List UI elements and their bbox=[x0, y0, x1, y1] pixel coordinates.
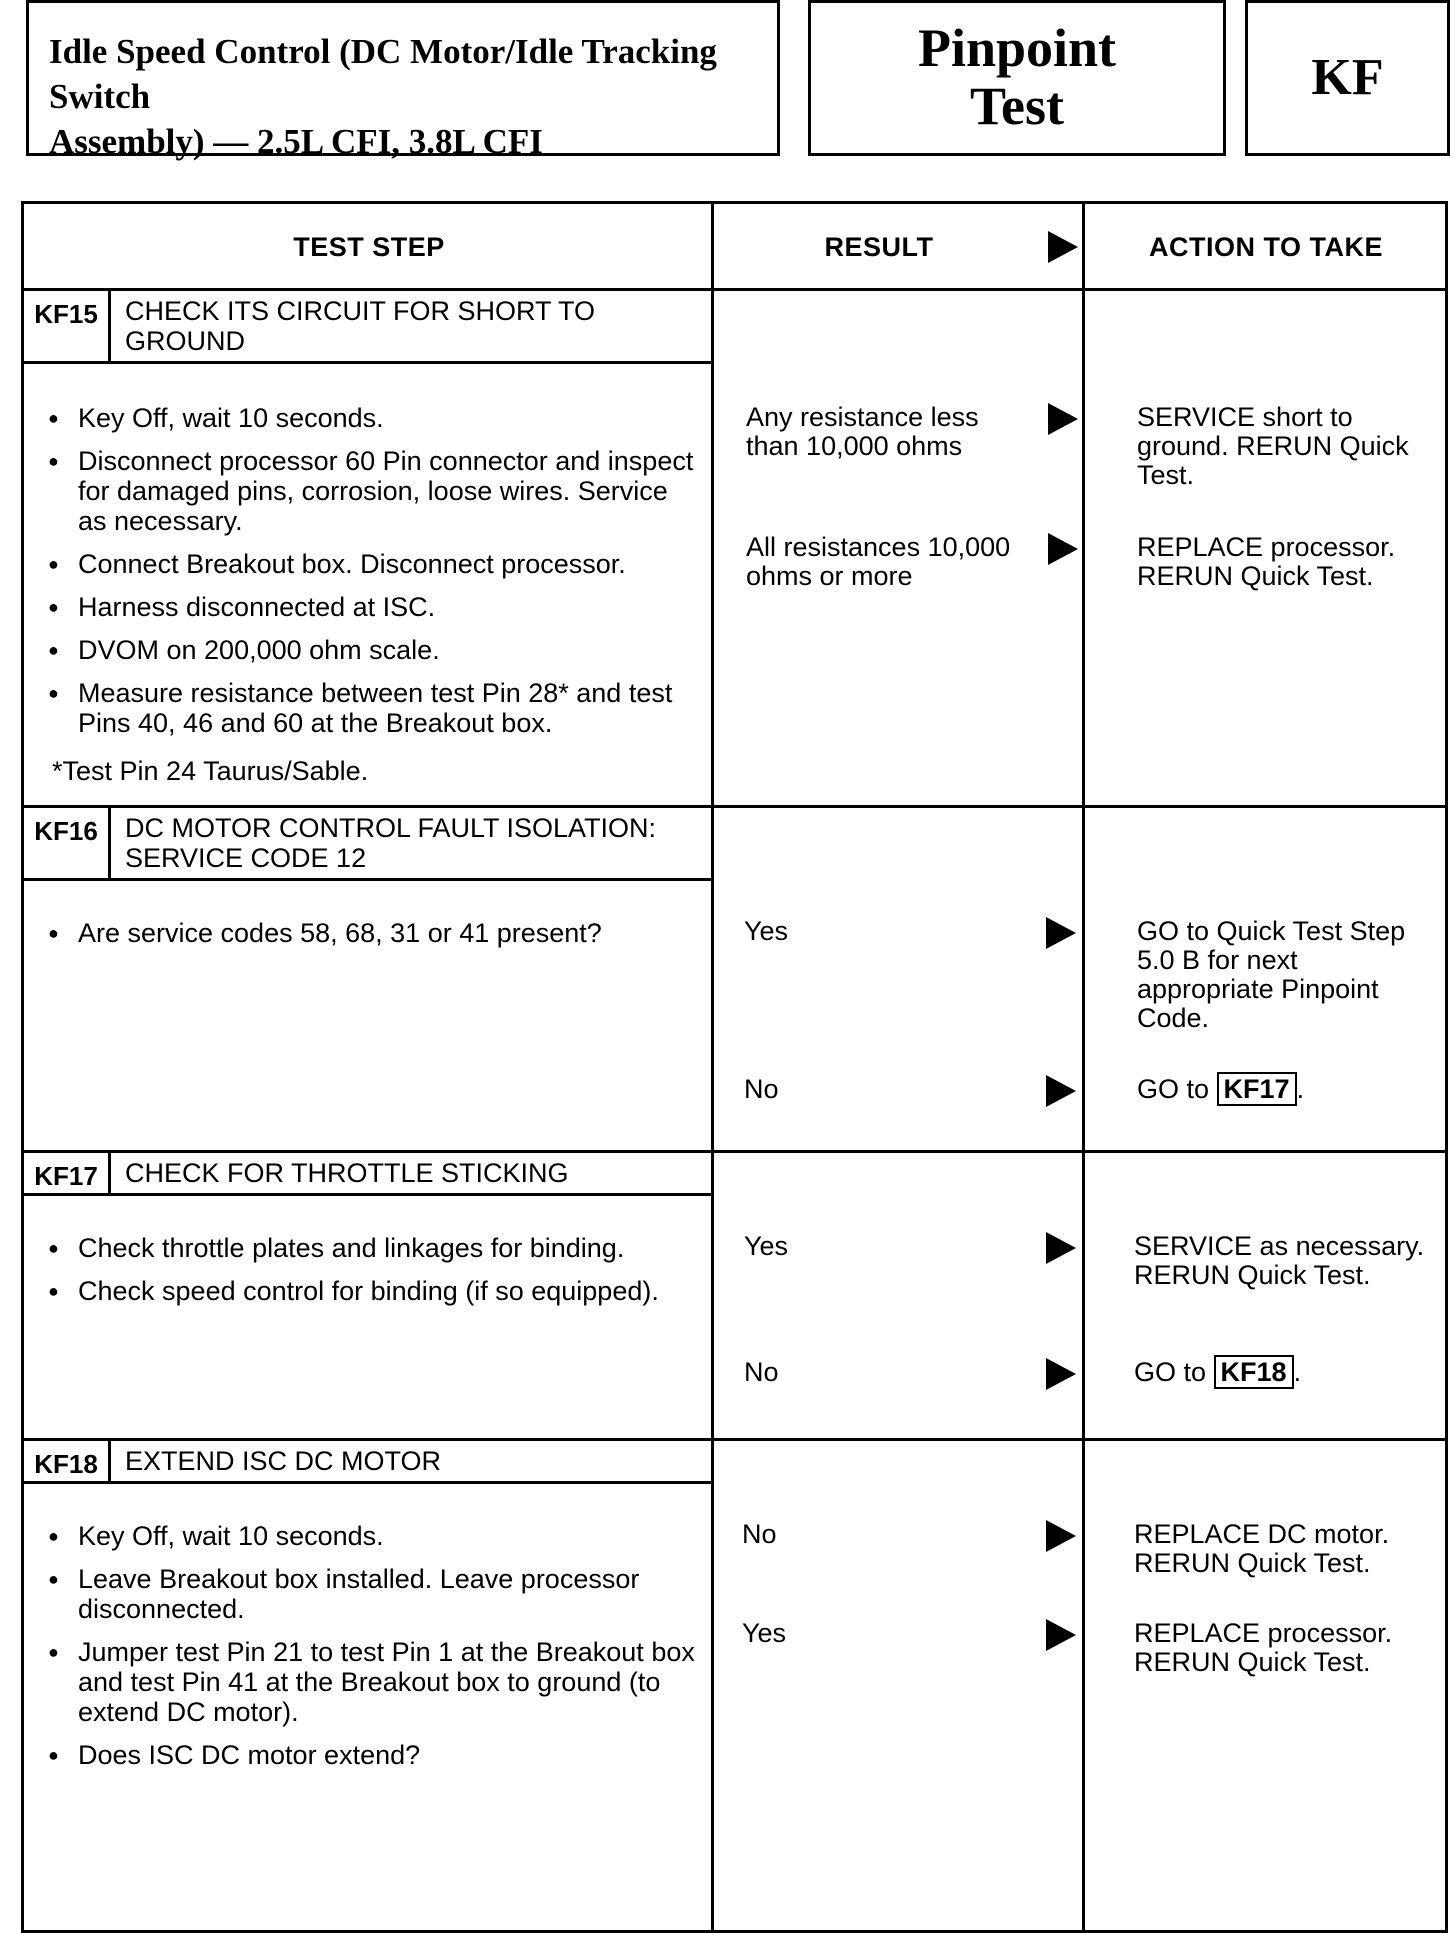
step-title: CHECK ITS CIRCUIT FOR SHORT TO GROUND bbox=[125, 296, 596, 356]
result-text: All resistances 10,000 ohms or more bbox=[746, 532, 1011, 591]
result-arrow-icon bbox=[1046, 1232, 1076, 1264]
action-text: REPLACE processor. RERUN Quick Test. bbox=[1137, 532, 1396, 591]
result-text: No bbox=[742, 1519, 777, 1549]
step-instructions bbox=[48, 403, 698, 751]
pinpoint-label-line2: Test bbox=[969, 76, 1065, 136]
action-prefix: GO to bbox=[1137, 1074, 1210, 1104]
procedure-title-line2: Assembly) — 2.5L CFI, 3.8L CFI bbox=[49, 122, 543, 161]
result-arrow-icon bbox=[1046, 917, 1076, 949]
instruction-item: ● Harness disconnected at ISC. bbox=[48, 592, 698, 622]
instruction-item: ● Connect Breakout box. Disconnect processor. bbox=[48, 549, 698, 579]
instruction-item: ● Are service codes 58, 68, 31 or 41 present? bbox=[48, 918, 698, 948]
result-text: Yes bbox=[742, 1618, 787, 1648]
result-arrow-icon bbox=[1046, 1075, 1076, 1107]
step-header bbox=[24, 291, 714, 364]
instruction-item: ● Check speed control for binding (if so equipped). bbox=[48, 1276, 698, 1306]
instruction-item: ● Key Off, wait 10 seconds. bbox=[48, 1521, 698, 1551]
instruction-item: ● Disconnect processor 60 Pin connector and inspect for damaged pins, corrosion, loose wires. Service as necessary. bbox=[48, 446, 698, 536]
result-arrow-icon bbox=[1048, 231, 1078, 263]
step-title: DC MOTOR CONTROL FAULT ISOLATION: SERVICE CODE 12 bbox=[125, 813, 657, 873]
footnote: *Test Pin 24 Taurus/Sable. bbox=[52, 756, 369, 786]
instruction-item: ● Key Off, wait 10 seconds. bbox=[48, 403, 698, 433]
step-header bbox=[24, 1441, 714, 1484]
action-prefix: GO to bbox=[1134, 1357, 1207, 1387]
action-suffix: . bbox=[1296, 1074, 1305, 1104]
result-arrow-icon bbox=[1046, 1619, 1076, 1651]
step-title: EXTEND ISC DC MOTOR bbox=[125, 1446, 442, 1476]
step-instructions bbox=[48, 918, 698, 961]
step-reference-link[interactable]: KF18 bbox=[1214, 1355, 1294, 1389]
result-arrow-icon bbox=[1048, 533, 1078, 565]
result-text: Any resistance less than 10,000 ohms bbox=[746, 402, 979, 461]
result-text: No bbox=[744, 1357, 779, 1387]
instruction-item: ● Leave Breakout box installed. Leave processor disconnected. bbox=[48, 1564, 698, 1624]
pinpoint-code-box bbox=[1245, 0, 1450, 156]
step-instructions bbox=[48, 1233, 698, 1319]
action-text: GO to Quick Test Step 5.0 B for next appropriate Pinpoint Code. bbox=[1137, 916, 1406, 1033]
column-header-test-step: TEST STEP bbox=[293, 232, 445, 262]
action-text: REPLACE processor. RERUN Quick Test. bbox=[1134, 1618, 1393, 1677]
step-kf17 bbox=[24, 1153, 714, 1438]
result-arrow-icon bbox=[1046, 1358, 1076, 1390]
result-arrow-icon bbox=[1048, 403, 1078, 435]
action-text bbox=[1134, 1358, 1434, 1387]
result-text: Yes bbox=[744, 916, 789, 946]
action-suffix: . bbox=[1293, 1357, 1302, 1387]
step-title: CHECK FOR THROTTLE STICKING bbox=[125, 1158, 569, 1188]
result-arrow-icon bbox=[1046, 1520, 1076, 1552]
action-text bbox=[1137, 1075, 1437, 1104]
step-kf18 bbox=[24, 1441, 714, 1931]
step-id: KF16 bbox=[24, 808, 111, 878]
step-id: KF15 bbox=[24, 291, 111, 361]
step-kf15 bbox=[24, 291, 714, 805]
result-text: Yes bbox=[744, 1231, 789, 1261]
step-reference-link[interactable]: KF17 bbox=[1217, 1072, 1297, 1106]
pinpoint-test-box bbox=[808, 0, 1226, 156]
step-instructions bbox=[48, 1521, 698, 1783]
column-divider-action bbox=[1082, 204, 1085, 1930]
pinpoint-test-table bbox=[21, 201, 1448, 1933]
step-id: KF17 bbox=[24, 1153, 111, 1193]
pinpoint-label-line1: Pinpoint bbox=[917, 18, 1117, 78]
step-id: KF18 bbox=[24, 1441, 111, 1481]
column-header-result: RESULT bbox=[824, 232, 934, 262]
action-text: REPLACE DC motor. RERUN Quick Test. bbox=[1134, 1519, 1390, 1578]
pinpoint-code: KF bbox=[1311, 49, 1384, 106]
step-kf16 bbox=[24, 808, 714, 1150]
procedure-title-line1: Idle Speed Control (DC Motor/Idle Tracking Switch bbox=[49, 32, 717, 116]
step-header bbox=[24, 1153, 714, 1196]
action-text: SERVICE as necessary. RERUN Quick Test. bbox=[1134, 1231, 1425, 1290]
result-text: No bbox=[744, 1074, 779, 1104]
procedure-title-box bbox=[26, 0, 780, 161]
action-text: SERVICE short to ground. RERUN Quick Test. bbox=[1137, 402, 1409, 490]
instruction-item: ● Check throttle plates and linkages for binding. bbox=[48, 1233, 698, 1263]
step-header bbox=[24, 808, 714, 881]
instruction-item: ● Measure resistance between test Pin 28* and test Pins 40, 46 and 60 at the Breakout box. bbox=[48, 678, 698, 738]
instruction-item: ● DVOM on 200,000 ohm scale. bbox=[48, 635, 698, 665]
column-header-action: ACTION TO TAKE bbox=[1149, 232, 1383, 262]
instruction-item: ● Does ISC DC motor extend? bbox=[48, 1740, 698, 1770]
instruction-item: ● Jumper test Pin 21 to test Pin 1 at the Breakout box and test Pin 41 at the Breakout box to ground (to extend DC motor). bbox=[48, 1637, 698, 1727]
